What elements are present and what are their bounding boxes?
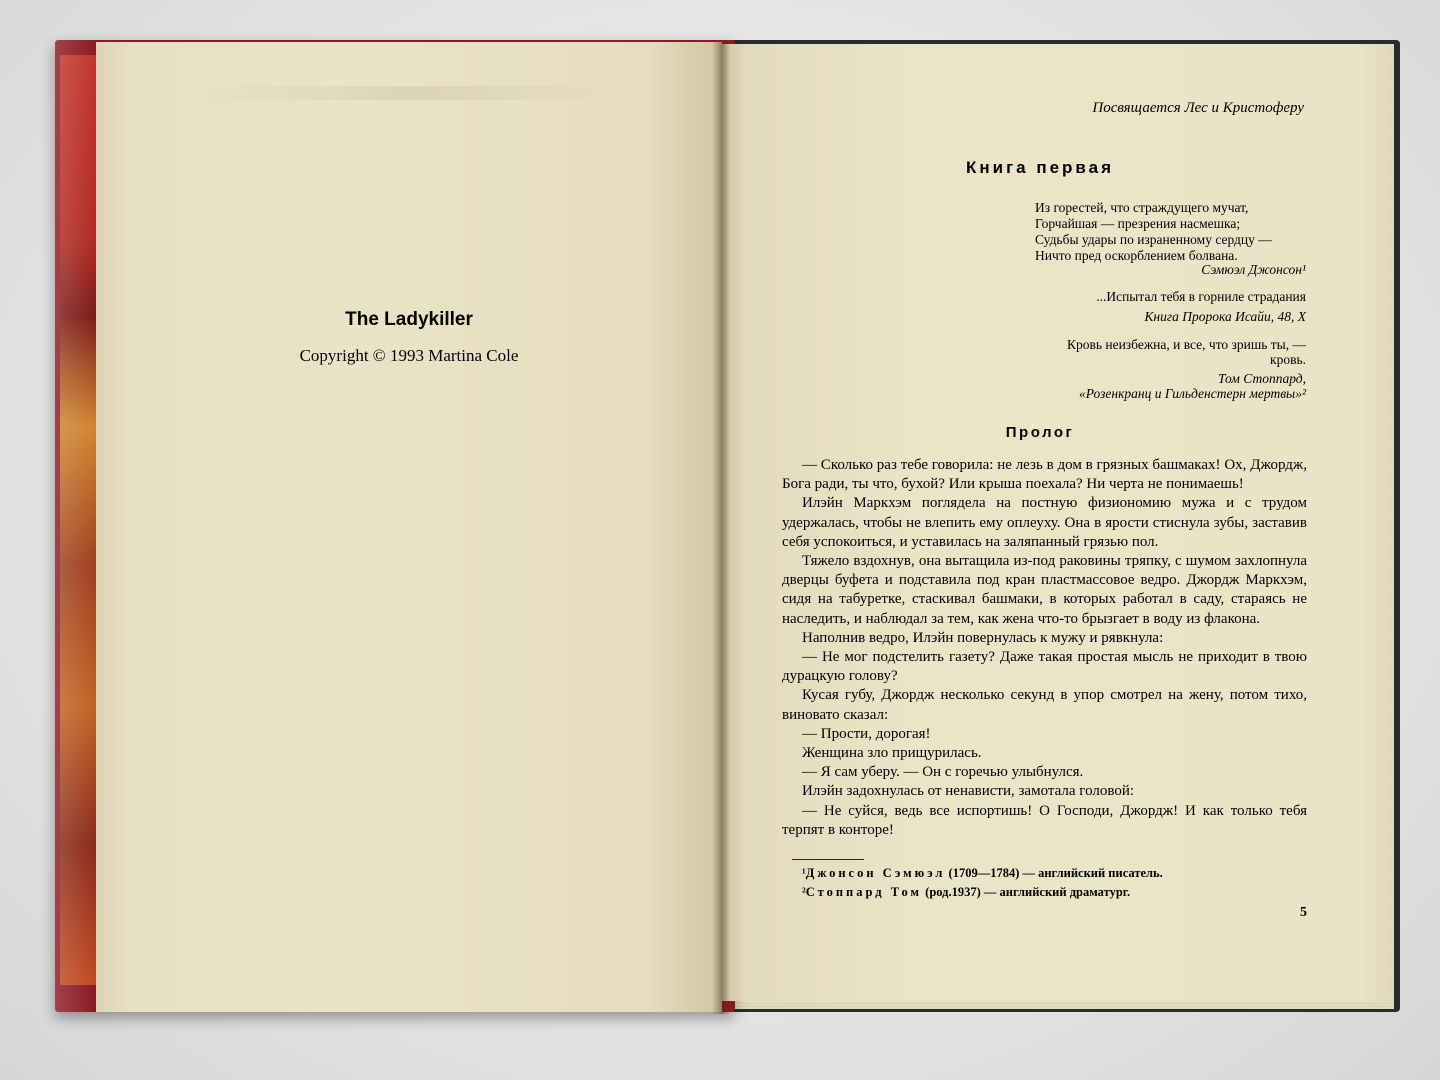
epigraph-line: Из горестей, что страждущего мучат, <box>1035 200 1249 215</box>
paragraph: — Не суйся, ведь все испортишь! О Господи, Джордж! И как только тебя терпят в конторе! <box>782 802 1307 838</box>
epigraph-line: Горчайшая — презрения насмешка; <box>1035 216 1241 231</box>
paragraph: Наполнив ведро, Илэйн повернулась к мужу и рявкнула: <box>802 629 1164 646</box>
book-part-heading: Книга первая <box>965 158 1115 177</box>
footnote-1 <box>802 864 1163 883</box>
epigraph-3-author: Том Стоппард, <box>1218 371 1306 386</box>
paragraph: Илэйн задохнулась от ненависти, замотала головой: <box>802 783 1135 800</box>
paragraph: — Прости, дорогая! <box>802 725 931 742</box>
footnote-name: Стоппард Том <box>805 885 923 899</box>
footnote-marker: ² <box>802 885 806 899</box>
bleed-through-text <box>200 86 620 100</box>
epigraph-2-source: Книга Пророка Исайи, 48, X <box>1144 309 1306 324</box>
epigraph-3-source: «Розенкранц и Гильденстерн мертвы»² <box>1079 386 1306 401</box>
epigraph-3-line-2: кровь. <box>1270 352 1306 367</box>
page-number: 5 <box>1300 905 1307 920</box>
footnotes <box>802 864 1163 902</box>
paragraph: Кусая губу, Джордж несколько секунд в упор смотрел на жену, потом тихо, виновато сказал: <box>782 687 1307 723</box>
left-page <box>96 42 722 1012</box>
paragraph: — Я сам уберу. — Он с горечью улыбнулся. <box>802 764 1084 781</box>
epigraph-3-line-1: Кровь неизбежна, и все, что зришь ты, — <box>1066 337 1306 352</box>
book-title: The Ladykiller <box>345 309 473 330</box>
footnote-text: (1709—1784) — английский писатель. <box>945 866 1163 880</box>
paragraph: Илэйн Маркхэм поглядела на постную физиономию мужа и с трудом удержалась, чтобы не влепить ему оплеуху. Она в ярости стиснула зубы, заставив себя успокоиться, и уставилась на заляпанный грязью пол. <box>782 495 1307 550</box>
paragraph: — Сколько раз тебе говорила: не лезь в дом в грязных башмаках! Ох, Джордж, Бога ради, ты что, бухой? Или крыша поехала? Ни черта не понимаешь! <box>782 457 1307 493</box>
epigraph-1 <box>1035 200 1306 264</box>
footnote-text: (род.1937) — английский драматург. <box>922 885 1131 899</box>
paragraph: Тяжело вздохнув, она вытащила из-под раковины тряпку, с шумом захлопнула дверцы буфета и подставила под кран пластмассовое ведро. Джордж Маркхэм, сидя на табуретке, стаскивал башмаки, в которых работал в саду, стараясь не наследить, и наблюдал за тем, как жена что-то брызгает в воду из флакона. <box>782 553 1307 627</box>
paragraph: — Не мог подстелить газету? Даже такая простая мысль не приходит в твою дурацкую голову? <box>782 649 1307 685</box>
epigraph-1-author: Сэмюэл Джонсон¹ <box>1201 262 1306 277</box>
footnote-name: Джонсон Сэмюэл <box>805 866 946 880</box>
epigraph-2: ...Испытал тебя в горниле страдания <box>1096 289 1306 304</box>
footnote-rule <box>792 859 864 860</box>
footnote-2 <box>802 883 1163 902</box>
copyright-line: Copyright © 1993 Martina Cole <box>299 346 519 365</box>
book-gutter <box>712 42 730 1014</box>
prologue-text <box>782 456 1307 840</box>
prologue-heading: Пролог <box>1005 424 1075 441</box>
dedication: Посвящается Лес и Кристоферу <box>1092 100 1304 116</box>
epigraph-line: Судьбы удары по израненному сердцу — <box>1035 232 1272 247</box>
paragraph: Женщина зло прищурилась. <box>802 745 982 762</box>
footnote-marker: ¹ <box>802 866 806 880</box>
epigraph-line: Ничто пред оскорблением болвана. <box>1035 248 1238 263</box>
